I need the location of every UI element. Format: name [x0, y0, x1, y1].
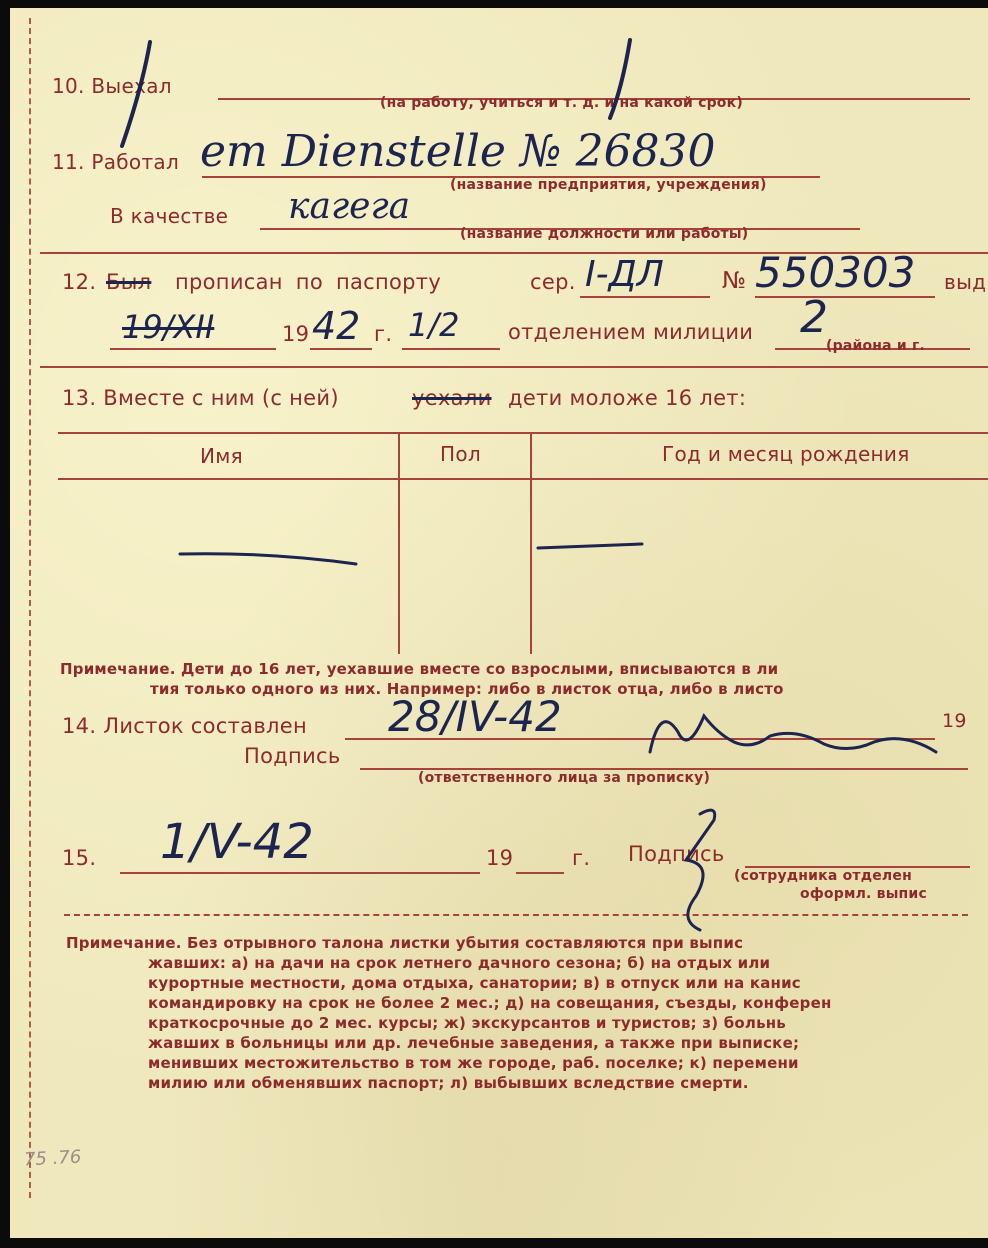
row14-signature: [650, 716, 936, 752]
row14-date-handwritten: 28/IV-42: [388, 692, 562, 741]
row15-number: 15.: [62, 846, 97, 870]
row12-number: 12.: [62, 270, 97, 294]
row11-position-handwritten: кагега: [288, 186, 411, 227]
row14-sign-label: Подпись: [244, 744, 341, 768]
row15-date-handwritten: 1/V-42: [160, 814, 314, 870]
row10-dash-mark-left: [122, 42, 150, 146]
row13-label-rest: дети моложе 16 лет:: [508, 386, 747, 410]
row11-label: 11. Работал: [52, 150, 180, 174]
row11-workplace-handwritten: em Dienstelle № 26830: [200, 126, 716, 177]
row12-by-handwritten: 1/2: [408, 306, 460, 344]
row10-dash-mark-right: [610, 40, 630, 118]
children-table-header-name: Имя: [200, 444, 243, 468]
row12-dept-handwritten: 2: [800, 292, 828, 343]
children-table-header-birth: Год и месяц рождения: [662, 442, 910, 466]
row10-caption: (на работу, учиться и т. д. и на какой срок): [380, 95, 743, 111]
row13-note: Примечание. Дети до 16 лет, уехавшие вместе со взрослыми, вписываются в ли: [60, 660, 779, 678]
row12-year-after: г.: [374, 322, 393, 346]
footer-line-7: менивших местожительство в том же городе, раб. поселке; к) перемени: [148, 1054, 799, 1072]
footer-line-5: краткосрочные до 2 мес. курсы; ж) экскурсантов и туристов; з) больнь: [148, 1014, 786, 1032]
row12-caption: (района и г.: [826, 338, 926, 354]
row15-year-after: г.: [572, 846, 591, 870]
row14-year-end: 19: [942, 710, 967, 732]
row12-date-handwritten: 19/XII: [122, 308, 215, 346]
row15-caption1: (сотрудника отделен: [734, 868, 912, 884]
row13-label: 13. Вместе с ним (с ней): [62, 386, 339, 410]
row12-series-handwritten: I-ДЛ: [585, 254, 664, 295]
footer-line-6: жавших в больницы или др. лечебные заведения, а также при выписке;: [148, 1034, 800, 1052]
row12-struck-word: Был: [106, 270, 152, 294]
row12-year-prefix: 19: [282, 322, 310, 346]
children-birth-dash: [538, 544, 642, 548]
footer-line-8: милию или обменявших паспорт; л) выбывших вследствие смерти.: [148, 1074, 749, 1092]
row15-signature: [686, 810, 715, 930]
row13-note2: тия только одного из них. Например: либо в листок отца, либо в листо: [150, 680, 784, 698]
row11-position-label: В качестве: [110, 204, 229, 228]
handwriting-overlay: [10, 8, 988, 1238]
row15-caption2: оформл. выпис: [800, 886, 927, 902]
row12-trail: выд: [944, 270, 987, 294]
row15-sign-label: Подпись: [628, 842, 725, 866]
row14-caption: (ответственного лица за прописку): [418, 770, 711, 786]
row11-position-caption: (название должности или работы): [460, 226, 749, 242]
footer-line-1: Примечание. Без отрывного талона листки убытия составляются при выпис: [66, 934, 744, 952]
footer-line-4: командировку на срок не более 2 мес.; д) на совещания, съезды, конферен: [148, 994, 832, 1012]
row12-label: прописан по паспорту: [175, 270, 442, 294]
row12-series-label: сер.: [530, 270, 576, 294]
footer-line-3: курортные местности, дома отдыха, санатории; в) в отпуск или на канис: [148, 974, 801, 992]
row12-year-handwritten: 42: [312, 304, 361, 348]
row11-caption: (название предприятия, учреждения): [450, 177, 767, 193]
row15-year-prefix: 19: [486, 846, 514, 870]
children-table-header-sex: Пол: [440, 442, 481, 466]
registration-form-sheet: [10, 8, 988, 1238]
row14-label: 14. Листок составлен: [62, 714, 307, 738]
row13-struck-word: уехали: [412, 386, 492, 410]
children-name-dash: [180, 554, 356, 564]
row12-num-label: №: [722, 268, 747, 294]
footer-line-2: жавших: а) на дачи на срок летнего дачного сезона; б) на отдых или: [148, 954, 771, 972]
margin-pencil-mark: 75 .76: [23, 1146, 82, 1171]
row12-dept-label: отделением милиции: [508, 320, 754, 344]
row10-label: 10. Выехал: [52, 74, 172, 98]
row12-num-handwritten: 550303: [755, 248, 916, 297]
